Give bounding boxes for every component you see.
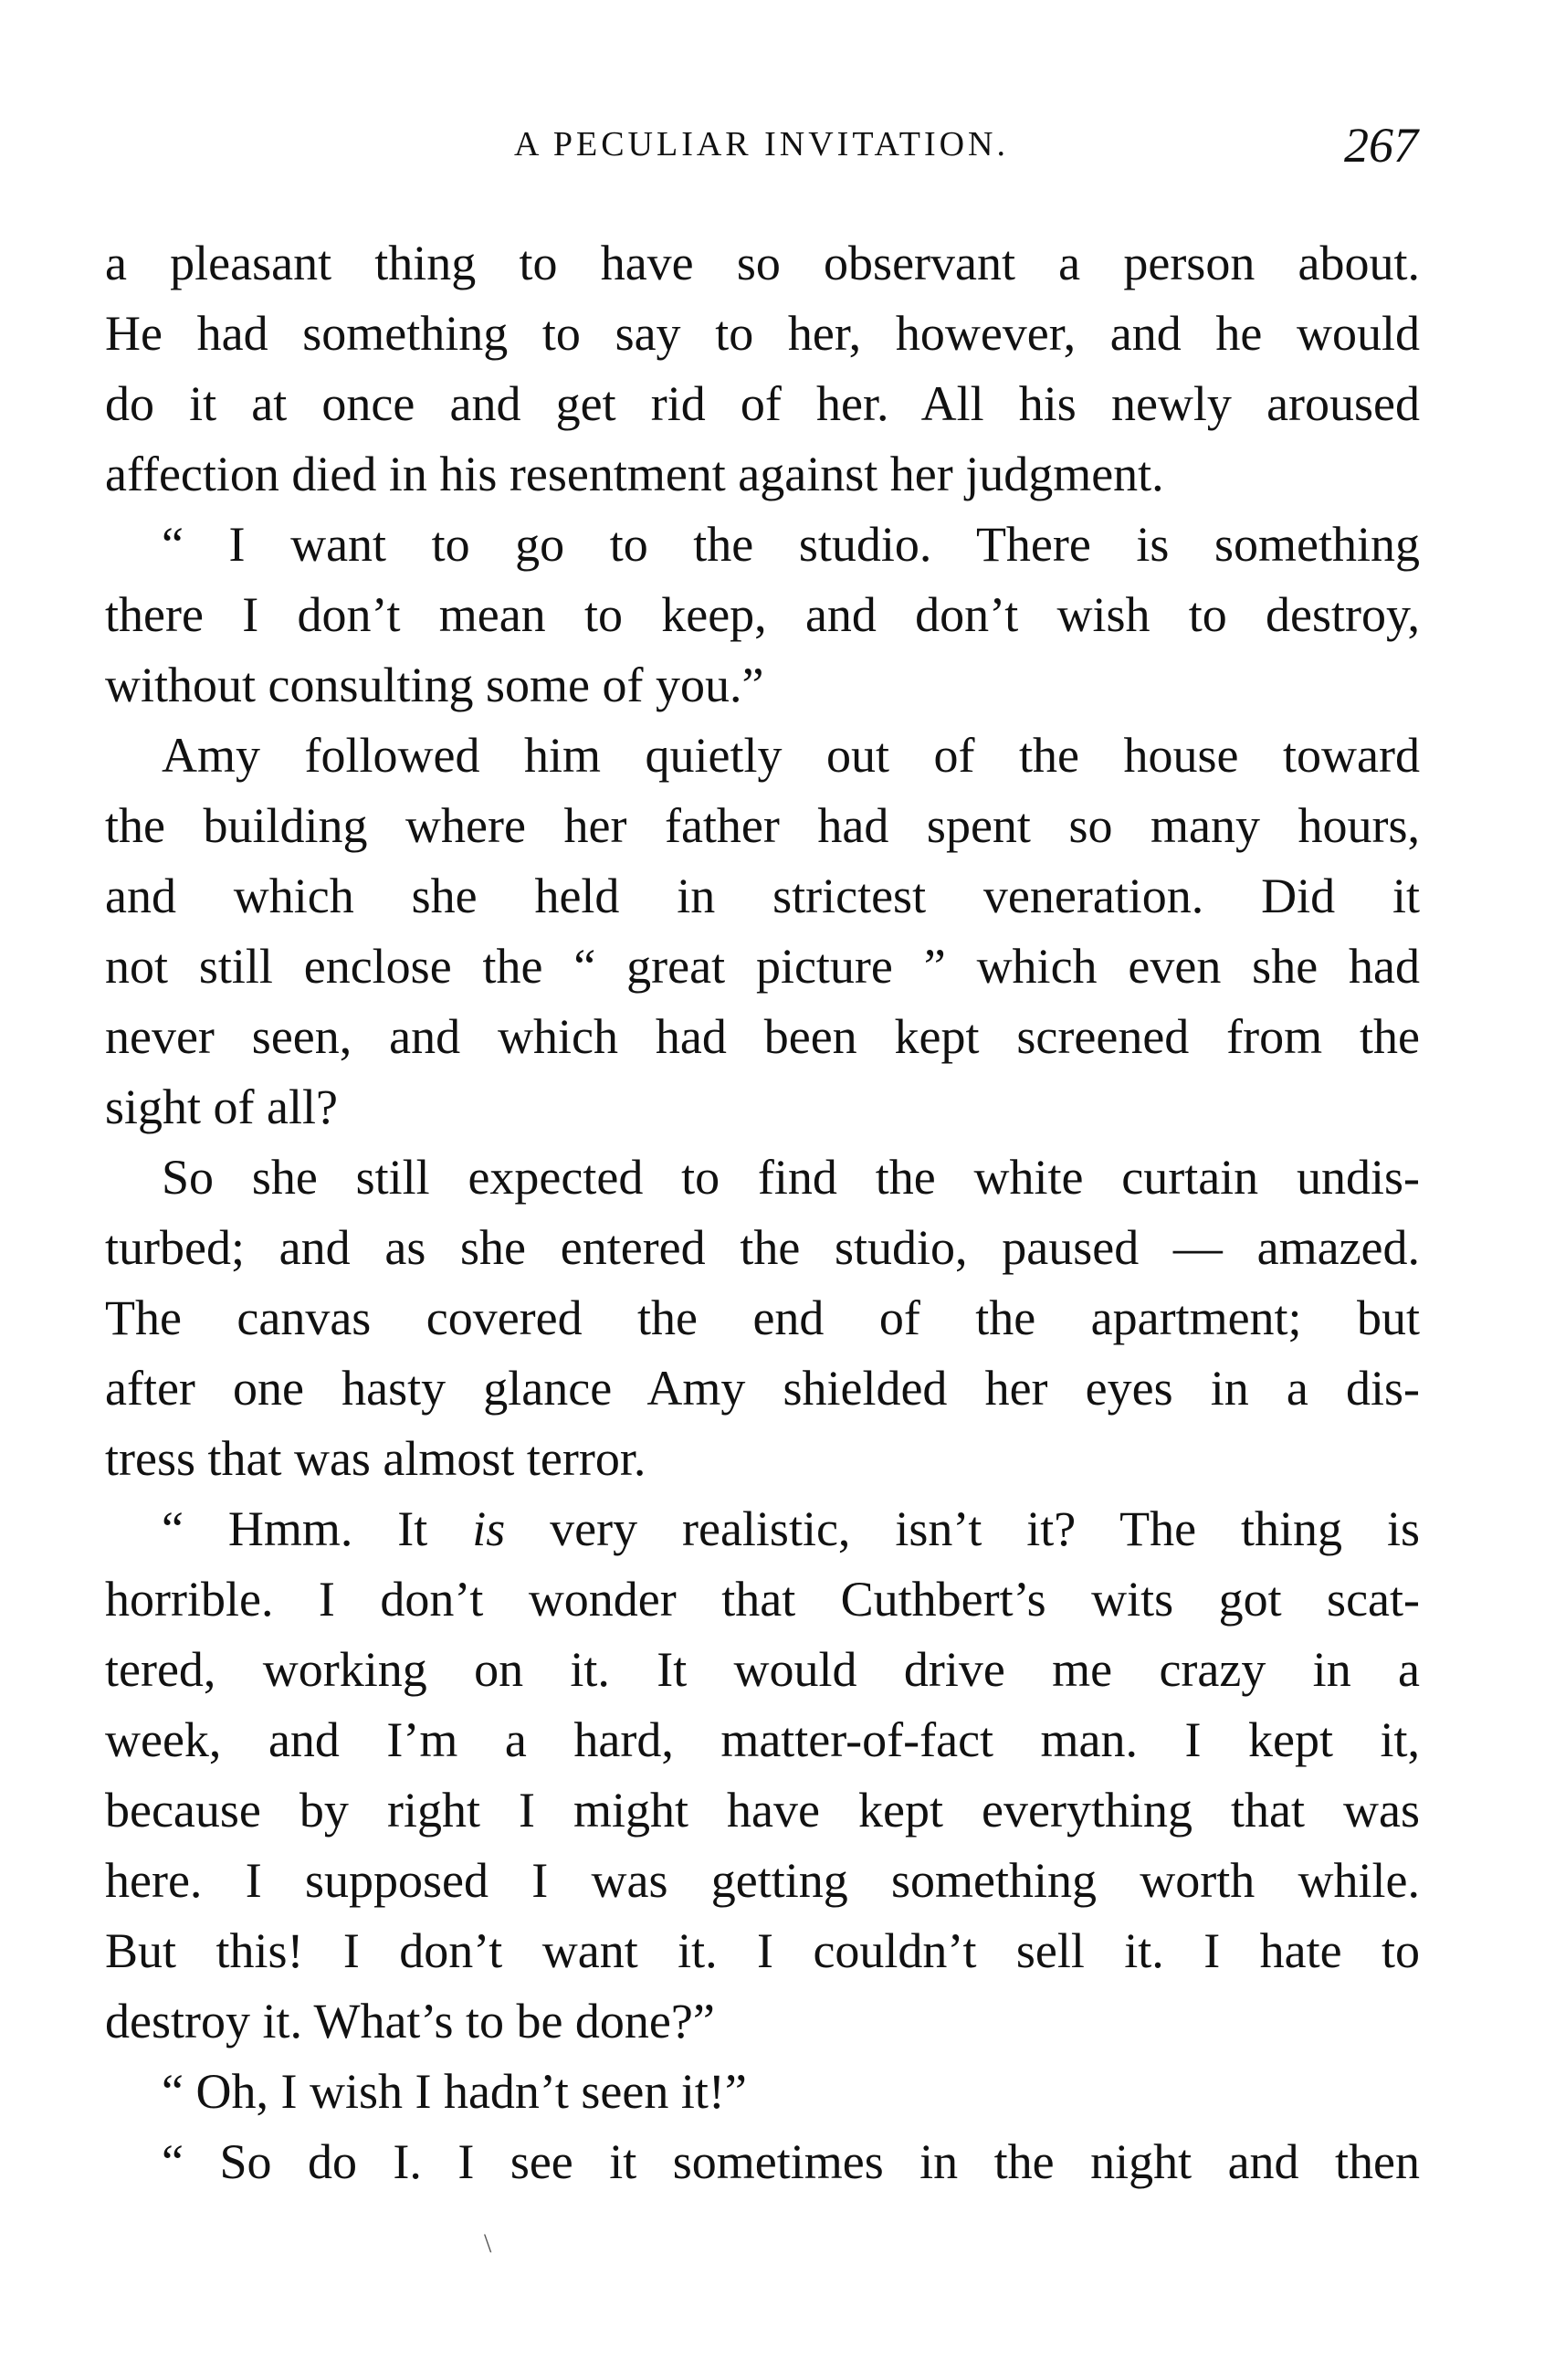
text-line: destroy it. What’s to be done?”	[105, 1994, 715, 2048]
text-line: a pleasant thing to have so observant a person about.	[105, 236, 1420, 290]
text-line: So she still expected to find the white curtain undis-	[162, 1150, 1420, 1205]
text-line: tress that was almost terror.	[105, 1431, 646, 1486]
text-line: The canvas covered the end of the apartment; but	[105, 1290, 1420, 1345]
text-line: not still enclose the “ great picture ” which even she had	[105, 939, 1420, 994]
text-line: there I don’t mean to keep, and don’t wish to destroy,	[105, 587, 1420, 642]
text-line: “ Oh, I wish I hadn’t seen it!”	[162, 2064, 747, 2119]
stray-mark: \	[484, 2228, 492, 2259]
text-line: Amy followed him quietly out of the house toward	[162, 728, 1420, 783]
text-line: week, and I’m a hard, matter-of-fact man. I kept it,	[105, 1712, 1420, 1767]
text-line: “ Hmm. It is very realistic, isn’t it? The thing is	[162, 1501, 1420, 1556]
text-line: But this! I don’t want it. I couldn’t sell it. I hate to	[105, 1923, 1420, 1978]
text-line: affection died in his resentment against her judgment.	[105, 447, 1164, 501]
text-line: do it at once and get rid of her. All his newly aroused	[105, 376, 1420, 431]
text-line: never seen, and which had been kept screened from the	[105, 1009, 1420, 1064]
text-line: because by right I might have kept everything that was	[105, 1783, 1420, 1838]
text-line: without consulting some of you.”	[105, 658, 764, 712]
text-line: here. I supposed I was getting something worth while.	[105, 1853, 1420, 1908]
text-line: “ So do I. I see it sometimes in the night and then	[162, 2134, 1420, 2189]
text-line: horrible. I don’t wonder that Cuthbert’s wits got scat-	[105, 1572, 1420, 1627]
text-line: and which she held in strictest veneration. Did it	[105, 869, 1420, 923]
text-line: “ I want to go to the studio. There is something	[162, 517, 1420, 572]
text-line: turbed; and as she entered the studio, paused — amazed.	[105, 1220, 1420, 1275]
body-text	[105, 228, 1420, 2197]
text-line: the building where her father had spent so many hours,	[105, 798, 1420, 853]
text-line: sight of all?	[105, 1079, 338, 1134]
text-line: He had something to say to her, however, and he would	[105, 306, 1420, 361]
page-number: 267	[1344, 118, 1418, 173]
running-head	[105, 117, 1418, 172]
running-title: A PECULIAR INVITATION.	[514, 125, 1009, 163]
text-line: after one hasty glance Amy shielded her eyes in a dis-	[105, 1361, 1420, 1416]
text-line: tered, working on it. It would drive me crazy in a	[105, 1642, 1420, 1697]
